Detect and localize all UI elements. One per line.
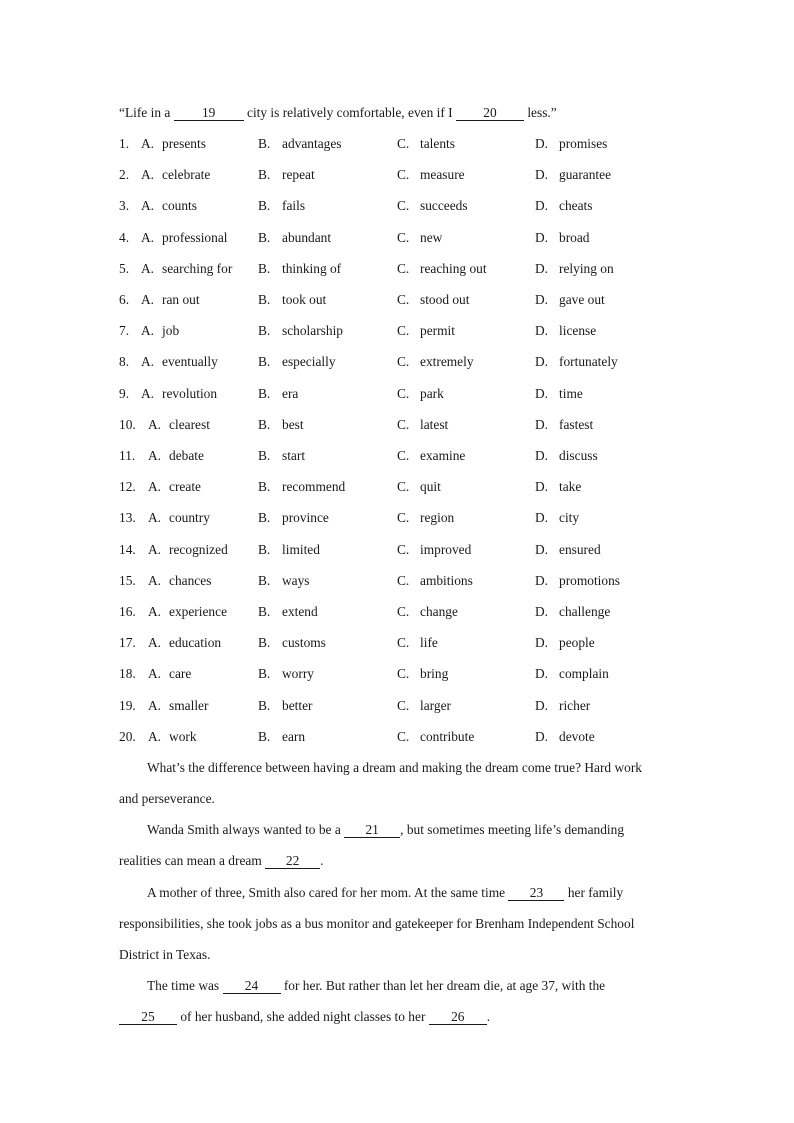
question-row <box>119 260 739 278</box>
text-segment: A mother of three, Smith also cared for her mom. At the same time <box>147 885 509 900</box>
option-letter-c: C. <box>397 323 410 338</box>
option-a-text: care <box>169 666 192 681</box>
option-letter-d: D. <box>535 448 549 463</box>
option-letter-d: D. <box>535 666 549 681</box>
option-b-text: era <box>282 386 299 401</box>
text-segment: , but sometimes meeting life’s demanding <box>400 822 625 837</box>
option-letter-d: D. <box>535 510 549 525</box>
question-number: 14. <box>119 542 136 557</box>
option-letter-c: C. <box>397 354 410 369</box>
blank-20: 20 <box>456 106 524 121</box>
intro-middle: city is relatively comfortable, even if I <box>243 105 456 120</box>
passage-p4-line1 <box>147 977 605 995</box>
option-letter-c: C. <box>397 448 410 463</box>
option-d-text: promises <box>559 136 608 151</box>
option-d-text: richer <box>559 698 591 713</box>
option-letter-d: D. <box>535 167 549 182</box>
question-number: 2. <box>119 167 130 182</box>
question-number: 7. <box>119 323 130 338</box>
option-letter-d: D. <box>535 292 549 307</box>
option-a-text: experience <box>169 604 228 619</box>
option-c-text: new <box>420 230 443 245</box>
option-a-text: presents <box>162 136 206 151</box>
blank-25: 25 <box>119 1010 177 1025</box>
text-segment: of her husband, she added night classes to her <box>177 1009 429 1024</box>
option-a <box>141 229 227 247</box>
option-letter-a: A. <box>141 230 155 245</box>
passage-p3-line2: responsibilities, she took jobs as a bus monitor and gatekeeper for Brenham Independent School <box>119 916 635 931</box>
option-a <box>141 135 206 153</box>
option-a <box>148 509 210 527</box>
option-letter-a: A. <box>141 136 155 151</box>
option-letter-c: C. <box>397 666 410 681</box>
option-letter-a: A. <box>141 198 155 213</box>
option-c-text: improved <box>420 542 472 557</box>
question-number: 11. <box>119 448 136 463</box>
option-c-text: bring <box>420 666 449 681</box>
option-letter-d: D. <box>535 635 549 650</box>
option-letter-c: C. <box>397 573 410 588</box>
option-letter-d: D. <box>535 386 549 401</box>
option-a <box>141 353 218 371</box>
option-d-text: relying on <box>559 261 614 276</box>
option-letter-a: A. <box>141 292 155 307</box>
option-letter-b: B. <box>258 323 271 338</box>
passage-p2-line1 <box>147 821 624 839</box>
option-b-text: ways <box>282 573 310 588</box>
text-segment: The time was <box>147 978 223 993</box>
blank-24: 24 <box>223 979 281 994</box>
question-number: 4. <box>119 230 130 245</box>
question-row <box>119 541 739 559</box>
question-number: 1. <box>119 136 130 151</box>
question-row <box>119 416 739 434</box>
option-a <box>141 260 232 278</box>
question-row <box>119 135 739 153</box>
option-d-text: devote <box>559 729 595 744</box>
option-letter-b: B. <box>258 167 271 182</box>
option-letter-d: D. <box>535 198 549 213</box>
option-c-text: change <box>420 604 458 619</box>
option-d-text: cheats <box>559 198 593 213</box>
question-number: 19. <box>119 698 136 713</box>
option-b-text: recommend <box>282 479 346 494</box>
option-letter-b: B. <box>258 573 271 588</box>
question-number: 13. <box>119 510 136 525</box>
question-row <box>119 634 739 652</box>
option-c-text: measure <box>420 167 465 182</box>
option-b-text: worry <box>282 666 314 681</box>
option-a-text: recognized <box>169 542 228 557</box>
option-letter-c: C. <box>397 292 410 307</box>
option-letter-d: D. <box>535 698 549 713</box>
option-d-text: take <box>559 479 582 494</box>
option-d-text: fastest <box>559 417 594 432</box>
option-b-text: advantages <box>282 136 342 151</box>
question-number: 18. <box>119 666 136 681</box>
option-letter-d: D. <box>535 136 549 151</box>
passage-p4-line2 <box>119 1008 490 1026</box>
question-row <box>119 166 739 184</box>
option-d-text: ensured <box>559 542 601 557</box>
question-row <box>119 291 739 309</box>
option-letter-d: D. <box>535 479 549 494</box>
option-b-text: scholarship <box>282 323 343 338</box>
option-c-text: ambitions <box>420 573 473 588</box>
intro-prefix: “Life in a <box>119 105 174 120</box>
option-a-text: professional <box>162 230 228 245</box>
option-letter-c: C. <box>397 417 410 432</box>
option-letter-a: A. <box>148 510 162 525</box>
question-number: 16. <box>119 604 136 619</box>
option-letter-a: A. <box>148 698 162 713</box>
option-letter-a: A. <box>141 261 155 276</box>
option-letter-c: C. <box>397 729 410 744</box>
option-c-text: region <box>420 510 455 525</box>
passage-p1-line2: and perseverance. <box>119 791 215 806</box>
question-row <box>119 229 739 247</box>
option-a <box>148 665 191 683</box>
option-a <box>148 447 204 465</box>
option-a-text: debate <box>169 448 204 463</box>
option-letter-d: D. <box>535 417 549 432</box>
option-b-text: best <box>282 417 304 432</box>
option-letter-a: A. <box>141 354 155 369</box>
option-a <box>148 697 208 715</box>
option-letter-c: C. <box>397 386 410 401</box>
option-a-text: clearest <box>169 417 210 432</box>
question-number: 9. <box>119 386 130 401</box>
intro-suffix: less.” <box>523 105 557 120</box>
option-letter-a: A. <box>148 666 162 681</box>
option-letter-b: B. <box>258 698 271 713</box>
question-number: 17. <box>119 635 136 650</box>
option-a <box>141 322 179 340</box>
option-a-text: searching for <box>162 261 233 276</box>
option-d-text: challenge <box>559 604 611 619</box>
option-b-text: thinking of <box>282 261 342 276</box>
option-b-text: province <box>282 510 329 525</box>
option-c-text: contribute <box>420 729 475 744</box>
option-letter-c: C. <box>397 167 410 182</box>
option-a-text: chances <box>169 573 212 588</box>
option-letter-c: C. <box>397 698 410 713</box>
option-b-text: especially <box>282 354 336 369</box>
option-c-text: life <box>420 635 438 650</box>
option-b-text: earn <box>282 729 306 744</box>
option-letter-b: B. <box>258 386 271 401</box>
option-letter-b: B. <box>258 479 271 494</box>
option-b-text: abundant <box>282 230 332 245</box>
option-d-text: time <box>559 386 583 401</box>
option-letter-c: C. <box>397 230 410 245</box>
option-d-text: broad <box>559 230 590 245</box>
question-number: 15. <box>119 573 136 588</box>
option-b-text: repeat <box>282 167 315 182</box>
blank-19: 19 <box>174 106 244 121</box>
option-letter-c: C. <box>397 261 410 276</box>
question-number: 5. <box>119 261 130 276</box>
option-letter-a: A. <box>141 323 155 338</box>
option-a <box>141 197 197 215</box>
option-a <box>141 166 210 184</box>
option-letter-a: A. <box>148 542 162 557</box>
option-letter-b: B. <box>258 729 271 744</box>
option-c-text: stood out <box>420 292 470 307</box>
option-letter-a: A. <box>148 573 162 588</box>
text-segment: . <box>320 853 324 868</box>
blank-22: 22 <box>265 854 320 869</box>
option-a-text: revolution <box>162 386 218 401</box>
option-letter-b: B. <box>258 417 271 432</box>
question-row <box>119 665 739 683</box>
option-letter-d: D. <box>535 323 549 338</box>
option-letter-b: B. <box>258 261 271 276</box>
option-d-text: guarantee <box>559 167 612 182</box>
option-c-text: talents <box>420 136 455 151</box>
question-row <box>119 478 739 496</box>
option-letter-d: D. <box>535 261 549 276</box>
option-letter-c: C. <box>397 604 410 619</box>
question-row <box>119 728 739 746</box>
passage-p2-line2 <box>119 852 323 870</box>
option-letter-c: C. <box>397 510 410 525</box>
question-number: 6. <box>119 292 130 307</box>
option-a-text: celebrate <box>162 167 211 182</box>
option-letter-b: B. <box>258 604 271 619</box>
option-letter-d: D. <box>535 542 549 557</box>
option-a-text: education <box>169 635 222 650</box>
option-b-text: fails <box>282 198 306 213</box>
blank-21: 21 <box>344 823 400 838</box>
option-d-text: gave out <box>559 292 605 307</box>
option-a-text: ran out <box>162 292 200 307</box>
option-a-text: job <box>162 323 180 338</box>
intro-line <box>119 104 557 122</box>
option-letter-a: A. <box>148 448 162 463</box>
option-b-text: extend <box>282 604 318 619</box>
option-letter-a: A. <box>141 167 155 182</box>
option-a-text: smaller <box>169 698 209 713</box>
question-row <box>119 385 739 403</box>
text-segment: Wanda Smith always wanted to be a <box>147 822 345 837</box>
option-a <box>148 478 201 496</box>
option-letter-b: B. <box>258 542 271 557</box>
option-letter-b: B. <box>258 448 271 463</box>
option-letter-d: D. <box>535 354 549 369</box>
passage-p1-line1: What’s the difference between having a dream and making the dream come true? Hard work <box>147 760 642 775</box>
passage-p3-line1 <box>147 884 623 902</box>
text-segment: her family <box>564 885 624 900</box>
text-segment: for her. But rather than let her dream die, at age 37, with the <box>280 978 606 993</box>
option-letter-d: D. <box>535 604 549 619</box>
option-a <box>148 634 221 652</box>
option-letter-b: B. <box>258 666 271 681</box>
option-d-text: people <box>559 635 595 650</box>
option-letter-c: C. <box>397 136 410 151</box>
option-letter-a: A. <box>141 386 155 401</box>
question-row <box>119 603 739 621</box>
option-letter-b: B. <box>258 510 271 525</box>
option-c-text: examine <box>420 448 466 463</box>
option-a-text: eventually <box>162 354 218 369</box>
option-c-text: larger <box>420 698 451 713</box>
option-a <box>141 291 200 309</box>
option-letter-b: B. <box>258 198 271 213</box>
option-b-text: better <box>282 698 313 713</box>
option-letter-b: B. <box>258 230 271 245</box>
question-number: 20. <box>119 729 136 744</box>
option-letter-a: A. <box>148 729 162 744</box>
option-letter-b: B. <box>258 635 271 650</box>
option-d-text: complain <box>559 666 609 681</box>
option-c-text: latest <box>420 417 449 432</box>
text-segment: realities can mean a dream <box>119 853 266 868</box>
option-b-text: took out <box>282 292 327 307</box>
option-d-text: discuss <box>559 448 598 463</box>
question-row <box>119 447 739 465</box>
option-a-text: country <box>169 510 210 525</box>
question-row <box>119 697 739 715</box>
option-c-text: permit <box>420 323 455 338</box>
blank-23: 23 <box>508 886 564 901</box>
option-letter-d: D. <box>535 729 549 744</box>
option-letter-c: C. <box>397 479 410 494</box>
option-letter-d: D. <box>535 230 549 245</box>
option-b-text: limited <box>282 542 320 557</box>
option-c-text: park <box>420 386 444 401</box>
option-d-text: city <box>559 510 580 525</box>
option-letter-c: C. <box>397 198 410 213</box>
question-row <box>119 322 739 340</box>
option-b-text: customs <box>282 635 326 650</box>
question-number: 10. <box>119 417 136 432</box>
option-letter-a: A. <box>148 604 162 619</box>
option-letter-c: C. <box>397 635 410 650</box>
option-d-text: license <box>559 323 597 338</box>
option-letter-d: D. <box>535 573 549 588</box>
option-letter-c: C. <box>397 542 410 557</box>
option-letter-a: A. <box>148 635 162 650</box>
option-d-text: fortunately <box>559 354 618 369</box>
option-a <box>148 728 197 746</box>
option-b-text: start <box>282 448 306 463</box>
option-c-text: quit <box>420 479 441 494</box>
option-c-text: reaching out <box>420 261 487 276</box>
option-a <box>148 603 227 621</box>
question-row <box>119 353 739 371</box>
question-row <box>119 509 739 527</box>
option-a-text: counts <box>162 198 197 213</box>
passage-p3-line3: District in Texas. <box>119 947 211 962</box>
option-a <box>148 416 210 434</box>
question-row <box>119 197 739 215</box>
option-a <box>148 541 228 559</box>
option-a <box>148 572 211 590</box>
option-d-text: promotions <box>559 573 621 588</box>
option-a <box>141 385 217 403</box>
question-row <box>119 572 739 590</box>
option-c-text: succeeds <box>420 198 468 213</box>
option-letter-a: A. <box>148 417 162 432</box>
option-c-text: extremely <box>420 354 474 369</box>
question-number: 8. <box>119 354 130 369</box>
blank-26: 26 <box>429 1010 487 1025</box>
text-segment: . <box>486 1009 491 1024</box>
question-number: 12. <box>119 479 136 494</box>
option-letter-a: A. <box>148 479 162 494</box>
option-a-text: create <box>169 479 201 494</box>
option-a-text: work <box>169 729 197 744</box>
option-letter-b: B. <box>258 136 271 151</box>
option-letter-b: B. <box>258 354 271 369</box>
question-number: 3. <box>119 198 130 213</box>
option-letter-b: B. <box>258 292 271 307</box>
